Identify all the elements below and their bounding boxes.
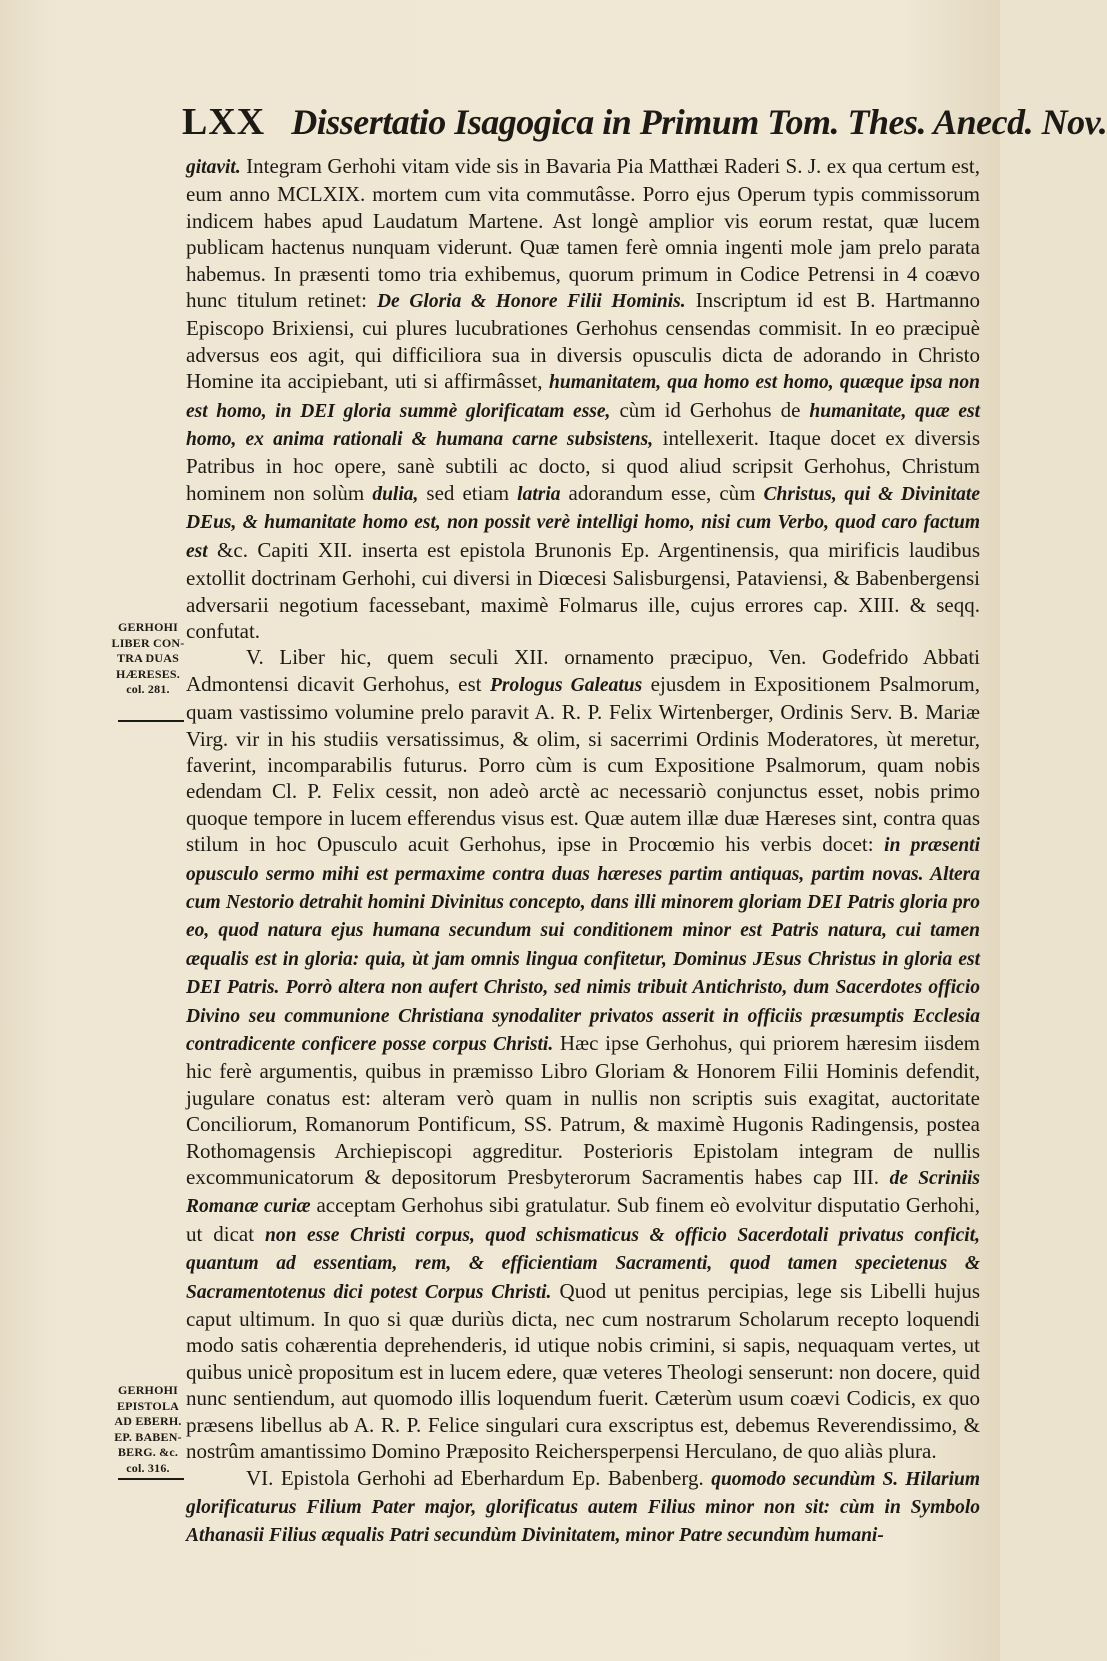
- italic-text-run: Christus, qui & Divinitate DEus, & humanitate homo est, non possit verè intelligi homo, nisi cum Verbo, quod caro factum est: [186, 483, 980, 562]
- margin-note-line: LIBER CON-: [111, 635, 185, 650]
- running-title: Dissertatio Isagogica in Primum Tom. Thes. Anecd. Nov.: [291, 102, 1107, 142]
- margin-note-line: GERHOHI: [117, 620, 179, 634]
- italic-text-run: latria: [517, 483, 561, 505]
- text-run: &c. Capiti XII. inserta est epistola Brunonis Ep. Argentinensis, qua mirificis laudibus extollit doctrinam Gerhohi, cui diversi in Diœcesi Salisburgensi, Pataviensi, & Babenbergensi adversarii negotium facessebant, maximè Folmarus ille, cujus errores cap. XIII. & seqq. confutat.: [186, 537, 980, 643]
- margin-note-line: AD EBERH.: [114, 1414, 182, 1428]
- page-header: [182, 100, 1107, 152]
- margin-note-line: HÆRESES.: [116, 666, 180, 681]
- text-run: V. Liber hic, quem seculi XII. ornamento præcipuo, Ven. Godefrido Abbati Admontensi dicavit Gerhohus, est: [186, 645, 980, 696]
- text-run: sed etiam: [418, 480, 518, 505]
- body-text: [186, 153, 980, 1550]
- italic-text-run: humanitatem, qua homo est homo, quæque ipsa non est homo, in DEI gloria summè glorificatam esse,: [186, 372, 980, 422]
- italic-text-run: non esse Christi corpus, quod schismaticus & officio Sacerdotali privatus conficit, quantum ad essentiam, rem, & efficientiam Sacramenti, quod tamen specietenus & Sacramentotenus dici potest Corpus Christi.: [186, 1224, 980, 1303]
- text-run: acceptam Gerhohus sibi gratulatur. Sub finem eò evolvitur disputatio Gerhohi, ut dicat: [186, 1193, 980, 1246]
- italic-text-run: quomodo secundùm S. Hilarium glorificaturus Filium Pater major, glorificatus autem Filius minor non sit: cùm in Symbolo Athanasii Filius æqualis Patri secundùm Divinitatem, minor Patre secundùm humani-: [186, 1468, 980, 1547]
- margin-note-epistola: [110, 1383, 186, 1476]
- paragraph-epistola-eberhardum: [186, 1465, 980, 1550]
- margin-note-rule: [118, 1478, 184, 1480]
- italic-text-run: in præsenti opusculo sermo mihi est permaxime contra duas hæreses partim antiquas, partim novas. Altera cum Nestorio detrahit homini Divinitus concepto, dans illi minorem gloriam DEI Patris gloria pro eo, quod natura ejus humana secundum sui conditionem minor est Patris natura, cui tamen æqualis est in gloria: quia, ùt jam omnis lingua confitetur, Dominus JEsus Christus in gloria est DEI Patris. Porrò altera non aufert Christo, sed nimis tribuit Antichristo, dum Sacerdotes officio Divino seu communione Christiana synodaliter privatos asserit in officiis præsumptis Ecclesia contradicente conficere posse corpus Christi.: [186, 835, 981, 1055]
- margin-note-column-ref: col. 281.: [126, 682, 170, 696]
- margin-note-line: EPISTOLA: [116, 1398, 180, 1413]
- text-run: Inscriptum id est B. Hartmanno Episcopo Brixiensi, cui plures lucubrationes Gerhohus censendas commisit. In eo præcipuè adversus eos agit, qui difficiliora sua in diversis opusculis dicta de adorando in Christo Homine ita accipiebant, uti si affirmâsset,: [186, 288, 981, 394]
- margin-note-line: GERHOHI: [117, 1383, 179, 1397]
- italic-text-run: gitavit.: [186, 157, 241, 178]
- margin-note-line: BERG. &c.: [117, 1445, 179, 1459]
- text-run: cùm id Gerhohus de: [610, 397, 810, 422]
- margin-note-line: EP. BABEN-: [114, 1429, 182, 1444]
- margin-note-liber: [110, 620, 186, 698]
- text-run: VI. Epistola Gerhohi ad Eberhardum Ep. Babenberg.: [246, 1465, 712, 1490]
- italic-text-run: dulia,: [372, 483, 419, 505]
- text-run: Hæc ipse Gerhohus, qui priorem hæresim iisdem hic ferè argumentis, quibus in præmisso Libro Gloriam & Honorem Filii Hominis defendit, jugulare conatus est: alteram verò quam in nullis non scriptis suis exagitat, auctoritate Conciliorum, Romanorum Pontificum, SS. Patrum, & maximè Hugonis Radingensis, postea Rothomagensis Archiepiscopi aggreditur. Posterioris Epistolam integram de nullis excommunicatorum & depositorum Presbyterorum Sacramentis habes cap III.: [186, 1031, 980, 1190]
- text-run: intellexerit. Itaque docet ex diversis Patribus in hoc opere, sanè subtili ac docto, si quod aliud scripsit Gerhohus, Christum hominem non solùm: [186, 426, 981, 505]
- text-run: ejusdem in Expositionem Psalmorum, quam vastissimo volumine prelo paravit A. R. P. Felix Wirtenberger, Ordinis Serv. B. Mariæ Virg. vir in his studiis versatissimus, & olim, si sacerrimi Ordinis Moderatores, ùt meretur, faverint, incomparabilis futurus. Porro cùm is cum Expositione Psalmorum, quam nobis edendam Cl. P. Felix cessit, non adeò arctè ac necessariò conjunctus esset, nobis primo quoque tempore in lucem efferendus visus est. Quæ autem illæ duæ Hæreses sint, contra quas stilum in hoc Opusculo acuit Gerhohus, ipse in Procœmio his verbis docet:: [186, 671, 980, 857]
- italic-text-run: humanitate, quæ est homo, ex anima rationali & humana carne subsistens,: [186, 400, 981, 451]
- paragraph-gerhohi-vita: [186, 153, 980, 644]
- text-run: Integram Gerhohi vitam vide sis in Bavaria Pia Matthæi Raderi S. J. ex qua certum est, eum anno MCLXIX. mortem cum vita commutâsse. Porro ejus Operum typis commissorum indicem habes apud Laudatum Martene. Ast longè amplior vis eorum restat, quæ lucem publicam hactenus nunquam viderunt. Quæ tamen ferè omnia ingenti mole jam prelo parata habemus. In præsenti tomo tria exhibemus, quorum primum in Codice Petrensi in 4 coævo hunc titulum retinet:: [186, 154, 980, 313]
- text-run: adorandum esse, cùm: [560, 480, 764, 505]
- margin-note-column-ref: col. 316.: [126, 1460, 170, 1475]
- paragraph-liber-contra-haereses: [186, 644, 980, 1464]
- margin-note-line: TRA DUAS: [117, 651, 179, 665]
- text-run: Quod ut penitus percipias, lege sis Libelli hujus caput ultimum. In quo si quæ duriùs dicta, nec cum nostrarum Scholarum recepto loquendi modo satis cohærentia deprehenderis, id utique nobis crimini, si sapis, nequaquam vertes, ut quibus unicè propositum est in lucem edere, quæ veteres Theologi senserunt: non docere, quid nunc sentiendum, aut quomodo illis loquendum fuerit. Cæterùm usum coævi Codicis, ex quo præsens libellus ab A. R. P. Felice singulari cura exscriptus est, debemus Reverendissimo, & nostrûm amantissimo Domino Præposito Reichersperpensi Herculano, de quo aliàs plura.: [186, 1278, 981, 1464]
- folio-number: LXX: [182, 101, 266, 143]
- italic-text-run: De Gloria & Honore Filii Hominis.: [376, 291, 686, 313]
- italic-text-run: Prologus Galeatus: [489, 674, 643, 696]
- margin-note-rule: [118, 720, 184, 722]
- italic-text-run: de Scriniis Romanæ curiæ: [186, 1168, 980, 1218]
